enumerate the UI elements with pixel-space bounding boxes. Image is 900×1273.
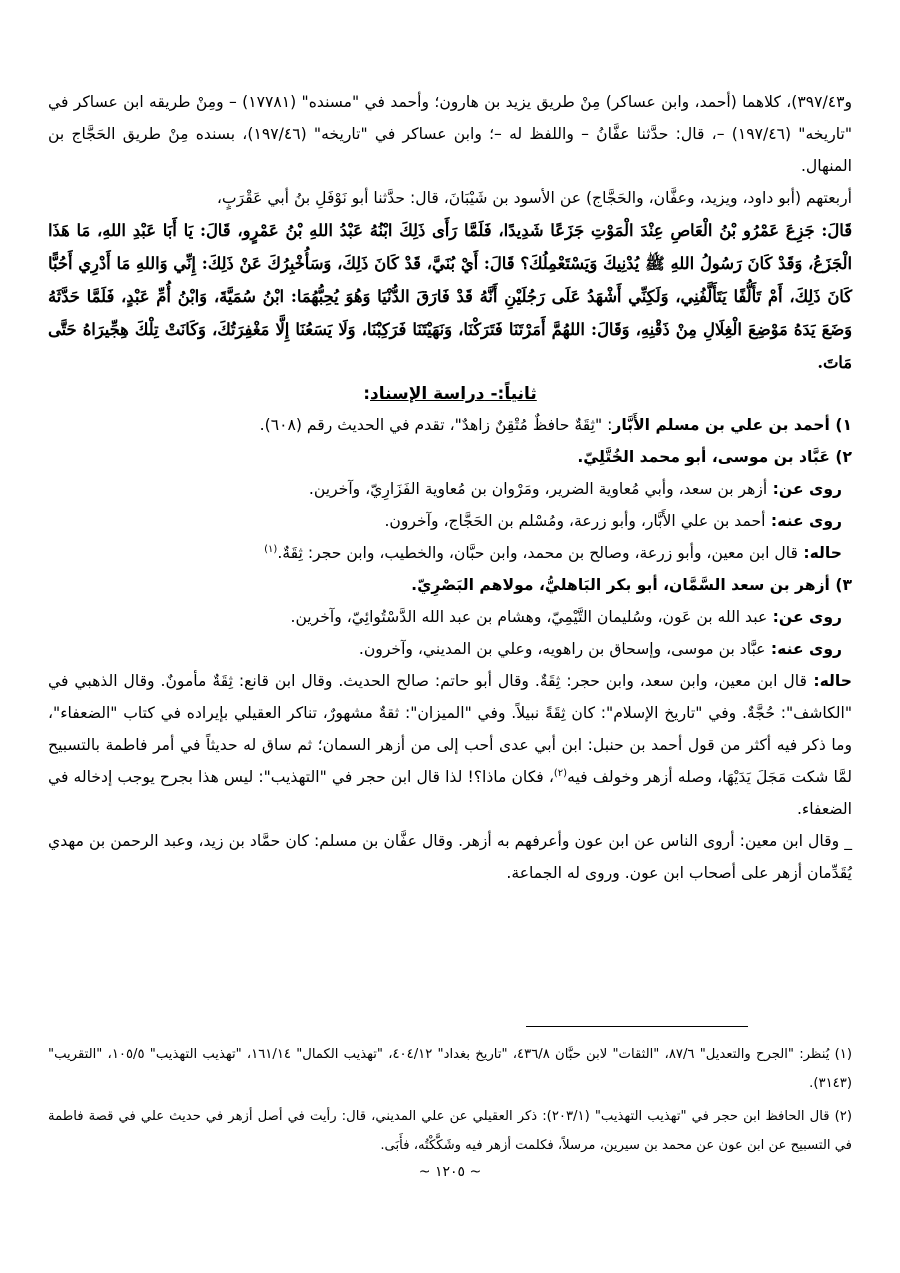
narrator-2-number: ٢) bbox=[829, 448, 852, 466]
rawa-anhu-text: أحمد بن علي الأَبَّار، وأبو زرعة، ومُسْلم بن الحَجَّاج، وآخرون. bbox=[384, 512, 766, 530]
narrator-2-name: عَبَّاد بن موسى، أبو محمد الخُتَّلِيّ. bbox=[577, 448, 830, 466]
narrator-1-name: أحمد بن علي بن مسلم الأَبَّار bbox=[612, 416, 830, 434]
intro-paragraph-1: و٣٩٧/٤٣)، كلاهما (أحمد، وابن عساكر) مِنْ طريق يزيد بن هارون؛ وأحمد في "مسنده" (١٧٧٨١) – ومِنْ طريقه ابن عساكر في "تاريخه" (١٩٧/٤٦) –، قال: حدَّثنا عفَّانُ – واللفظ له –؛ وابن عساكر في "تاريخه" (١٩٧/٤٦)، بسنده مِنْ طريق الحَجَّاج بن المنهال. bbox=[48, 93, 853, 175]
section-title-sub: دراسة الإسناد bbox=[370, 384, 485, 404]
hal-end: ثِقَةٌ. bbox=[277, 544, 303, 562]
footnote-1: (١) يُنظر: "الجرح والتعديل" ٨٧/٦، "الثقات" لابن حبَّان ٤٣٦/٨، "تاريخ بغداد" ٤٠٤/١٢، "تهذيب الكمال" ١٦١/١٤، "تهذيب التهذيب" ١٠٥/٥، "التقريب" (٣١٤٣). bbox=[48, 1047, 852, 1091]
narrator-1-number: ١) bbox=[829, 416, 852, 434]
rawa-an-text: عبد الله بن عَون، وسُليمان التَّيْمِيّ، وهشام بن عبد الله الدَّسْتُوائِيّ، وآخرين. bbox=[290, 608, 768, 626]
footnote-ref-1[interactable]: (١) bbox=[264, 543, 278, 555]
narrator-2-hal bbox=[48, 537, 852, 569]
rawa-an-text: أزهر بن سعد، وأبي مُعاوية الضرير، ومَرْوان بن مُعاوية الفَزَارِيّ، وآخرين. bbox=[308, 480, 768, 498]
footnotes bbox=[48, 1040, 852, 1164]
hal-label: حاله: bbox=[806, 672, 852, 690]
narrator-3-extra: _ وقال ابن معين: أروى الناس عن ابن عون وأعرفهم به أزهر. وقال عفَّان بن مسلم: كان حمَّاد بن زيد، وعبد الرحمن بن مهدي يُقَدِّمان أزهر على أصحاب ابن عون. وروى له الجماعة. bbox=[48, 832, 852, 882]
footnote-divider bbox=[526, 1026, 748, 1027]
hal-tail: ، فكان ماذا؟! لذا قال ابن حجر في "التهذيب": ليس هذا بجرح يوجب إدخاله في الضعفاء. bbox=[48, 768, 852, 818]
narrator-3 bbox=[48, 569, 852, 601]
hal-text: قال ابن معين، وابن سعد، وابن حجر: ثِقَةٌ. وقال أبو حاتم: صالح الحديث. وقال ابن قانع: ثِقَةٌ مأمونٌ. وقال الذهبي في "الكاشف": حُجَّةٌ. وفي "تاريخ الإسلام": كان ثِقَةً نبيلاً. وفي "الميزان": ثقةٌ مشهورٌ، تناكر العقيلي بإيراده في كتاب "الضعفاء"، وما ذكر فيه أكثر من قول أحمد بن حنبل: ابن أبي عدى أحب إلى من أزهر السمان؛ ثم ساق له حديثاً في أمر فاطمة بالتسبيح لمَّا شكت مَجَلَ يَدَيْهَا، وصله أزهر وخولف فيه bbox=[48, 672, 852, 786]
footnote-ref-2[interactable]: (٢) bbox=[553, 767, 568, 779]
narrator-2-rawa-anhu bbox=[48, 505, 852, 537]
narrator-3-rawa-an bbox=[48, 601, 852, 633]
narrator-3-number: ٣) bbox=[829, 576, 852, 594]
section-title-colon: : bbox=[363, 384, 370, 404]
narrator-3-name: أزهر بن سعد السَّمَّان، أبو بكر البَاهليُّ، مولاهم البَصْرِيّ. bbox=[411, 576, 830, 594]
footnote-2: (٢) قال الحافظ ابن حجر في "تهذيب التهذيب" (٢٠٣/١): ذكر العقيلي عن علي المديني، قال: رأيت في أصل أزهر في حديث علي في قصة فاطمة في التسبيح عن ابن عون عن محمد بن سيرين، مرسلاً، فكلمت أزهر فيه وشَكَّكْتُه، فأَبَى. bbox=[48, 1109, 853, 1153]
rawa-an-label: روى عن: bbox=[767, 608, 842, 626]
section-title-main: ثانياً:- bbox=[484, 384, 537, 404]
hal-label: حاله: bbox=[797, 544, 842, 562]
rawa-anhu-label: روى عنه: bbox=[765, 512, 842, 530]
hadith-text: قَالَ: جَزِعَ عَمْرُو بْنُ الْعَاصِ عِنْدَ الْمَوْتِ جَزَعًا شَدِيدًا، فَلَمَّا رَأَى ذَلِكَ ابْنُهُ عَبْدُ اللهِ بْنُ عَمْرٍو، قَالَ: يَا أَبَا عَبْدِ اللهِ، مَا هَذَا الْجَزَعُ، وَقَدْ كَانَ رَسُولُ اللهِ ﷺ يُدْنِيكَ وَيَسْتَعْمِلُكَ؟ قَالَ: أَيْ بُنَيَّ، قَدْ كَانَ ذَلِكَ، وَسَأُخْبِرُكَ عَنْ ذَلِكَ: إِنِّي وَاللهِ مَا أَدْرِي أَحُبًّا كَانَ ذَلِكَ، أَمْ تَأَلُّفًا يَتَأَلَّفُنِي، وَلَكِنِّي أَشْهَدُ عَلَى رَجُلَيْنِ أَنَّهُ قَدْ فَارَقَ الدُّنْيَا وَهُوَ يُحِبُّهُمَا: ابْنُ سُمَيَّةَ، وَابْنُ أُمِّ عَبْدٍ، فَلَمَّا حَدَّثَهُ وَضَعَ يَدَهُ مَوْضِعَ الْغِلَالِ مِنْ ذَقْنِهِ، وَقَالَ: اللهُمَّ أَمَرْتَنَا فَتَرَكْنَا، وَنَهَيْتَنَا فَرَكِبْنَا، وَلَا يَسَعُنَا إِلَّا مَغْفِرَتُكَ، وَكَانَتْ تِلْكَ هِجِّيرَاهُ حَتَّى مَاتَ. bbox=[48, 221, 852, 372]
rawa-anhu-text: عبَّاد بن موسى، وإسحاق بن راهويه، وعلي بن المديني، وآخرون. bbox=[358, 640, 766, 658]
rawa-anhu-label: روى عنه: bbox=[765, 640, 842, 658]
narrator-3-rawa-anhu bbox=[48, 633, 852, 665]
narrator-1 bbox=[48, 409, 852, 441]
hal-text: قال ابن معين، وأبو زرعة، وصالح بن محمد، وابن حبَّان، والخطيب، وابن حجر: bbox=[302, 544, 798, 562]
intro-paragraph-2: أربعتهم (أبو داود، ويزيد، وعفَّان، والحَجَّاج) عن الأسود بن شَيْبَانَ، قال: حدَّثنا أبو نَوْفَلِ بنُ أبي عَقْرَبٍ، bbox=[216, 189, 852, 207]
narrator-2 bbox=[48, 441, 852, 473]
narrator-2-rawa-an bbox=[48, 473, 852, 505]
narrator-1-desc: : "ثِقَةٌ حافظٌ مُتْقِنٌ زاهدٌ"، تقدم في الحديث رقم (٦٠٨). bbox=[259, 416, 613, 434]
section-title bbox=[48, 379, 852, 409]
narrator-3-hal bbox=[48, 665, 852, 825]
rawa-an-label: روى عن: bbox=[767, 480, 842, 498]
page-number: ~ ١٢٠٥ ~ bbox=[418, 1164, 482, 1180]
